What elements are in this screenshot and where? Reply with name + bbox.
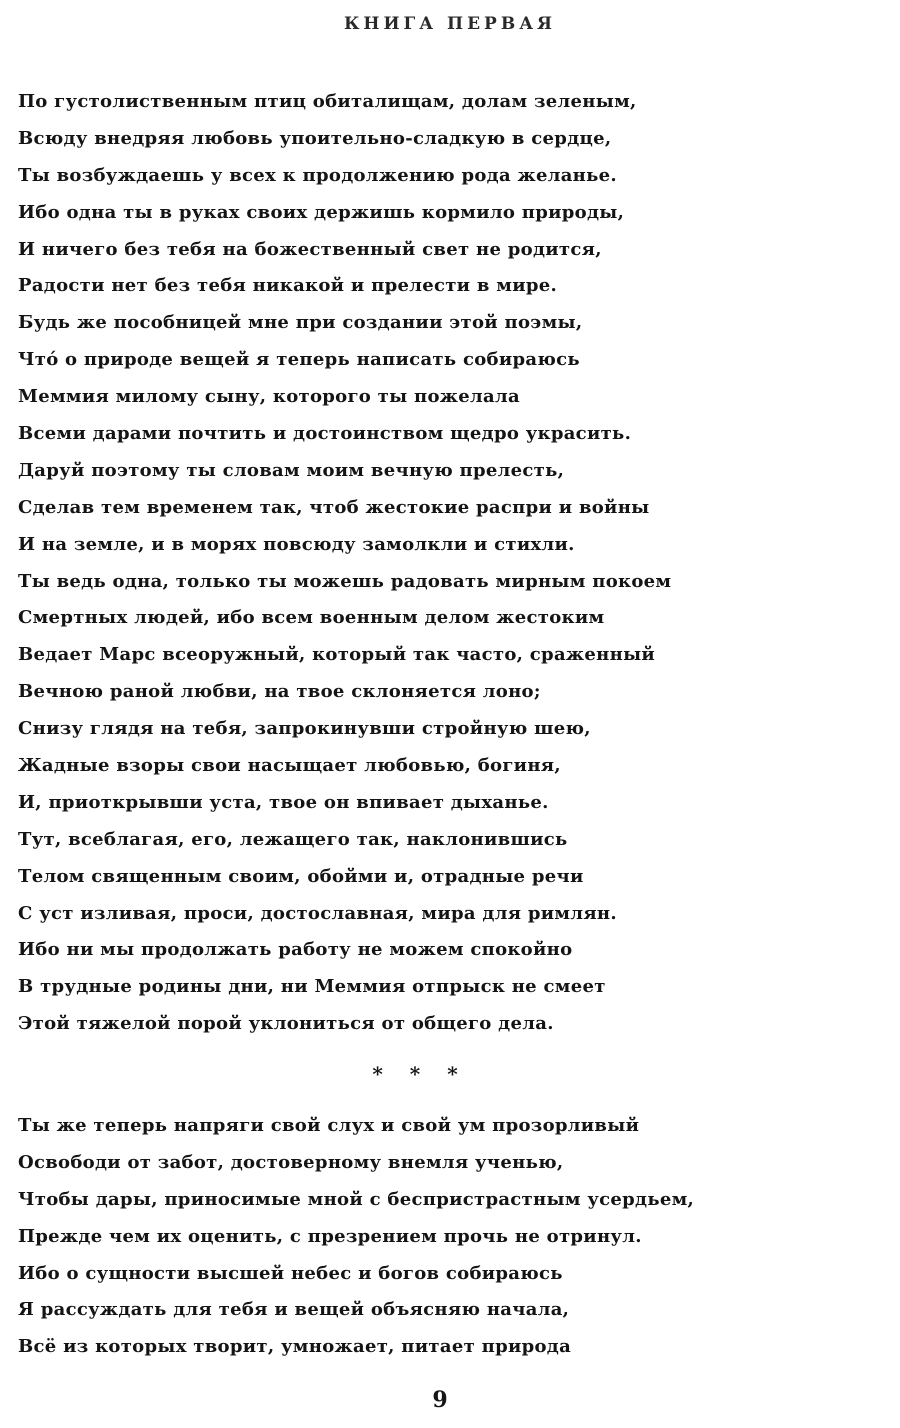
verse-line: Всё из которых творит, умножает, питает природа: [18, 1336, 572, 1358]
verse-line: Этой тяжелой порой уклониться от общего дела.: [18, 1013, 554, 1035]
verse-line: Снизу глядя на тебя, запрокинувши стройную шею,: [18, 718, 591, 740]
verse-line: Сделав тем временем так, чтоб жестокие распри и войны: [18, 496, 650, 518]
page-number: 9: [432, 1387, 448, 1413]
stanza-1: [18, 84, 888, 1043]
verse-line: Ведает Марс всеоружный, который так часто, сраженный: [18, 644, 656, 666]
verse-line: Телом священным своим, обойми и, отрадные речи: [18, 865, 584, 887]
verse-line: Ты возбуждаешь у всех к продолжению рода желанье.: [18, 164, 617, 186]
verse-line: Меммия милому сыну, которого ты пожелала: [18, 386, 520, 408]
verse-line: Освободи от забот, достоверному внемля ученью,: [18, 1151, 564, 1173]
verse-line: И на земле, и в морях повсюду замолкли и стихли.: [18, 533, 575, 555]
verse-line: И, приоткрывши уста, твое он впивает дыханье.: [18, 791, 549, 813]
verse-line: По густолиственным птиц обиталищам, долам зеленым,: [18, 91, 637, 112]
verse-line: Жадные взоры свои насыщает любовью, богиня,: [18, 755, 561, 777]
stanza-2: [18, 1108, 888, 1366]
verse-line: Всеми дарами почтить и достоинством щедро украсить.: [18, 423, 632, 445]
verse-line: Ибо ни мы продолжать работу не можем спокойно: [18, 939, 573, 961]
verse-line: Я рассуждать для тебя и вещей объясняю начала,: [18, 1299, 570, 1321]
verse-line: Прежде чем их оценить, с презрением прочь не отринул.: [18, 1225, 642, 1247]
verse-line: Чтобы дары, приносимые мной с беспристрастным усердьем,: [18, 1188, 695, 1210]
verse-line: И ничего без тебя на божественный свет не родится,: [18, 238, 602, 260]
running-header: КНИГА ПЕРВАЯ: [343, 14, 557, 34]
verse-line: В трудные родины дни, ни Меммия отпрыск не смеет: [18, 976, 606, 998]
verse-line: С уст изливая, проси, достославная, мира для римлян.: [18, 902, 617, 924]
verse-line: Ты же теперь напряги свой слух и свой ум прозорливый: [18, 1115, 640, 1136]
verse-line: Радости нет без тебя никакой и прелести в мире.: [18, 275, 558, 297]
verse-line: Вечною раной любви, на твое склоняется лоно;: [18, 681, 541, 703]
verse-line: Тут, всеблагая, его, лежащего так, наклонившись: [18, 828, 568, 850]
verse-line: Даруй поэтому ты словам моим вечную прелесть,: [18, 459, 565, 481]
verse-line: Ты ведь одна, только ты можешь радовать мирным покоем: [18, 570, 672, 592]
verse-line: Смертных людей, ибо всем военным делом жестоким: [18, 607, 605, 629]
verse-line: Что́ о природе вещей я теперь написать собираюсь: [18, 349, 580, 371]
verse-line: Ибо о сущности высшей небес и богов собираюсь: [18, 1262, 563, 1284]
verse-line: Ибо одна ты в руках своих держишь кормило природы,: [18, 201, 625, 223]
section-separator: * * *: [372, 1062, 468, 1086]
verse-line: Будь же пособницей мне при создании этой поэмы,: [18, 312, 583, 334]
verse-line: Всюду внедряя любовь упоительно-сладкую в сердце,: [18, 127, 612, 149]
